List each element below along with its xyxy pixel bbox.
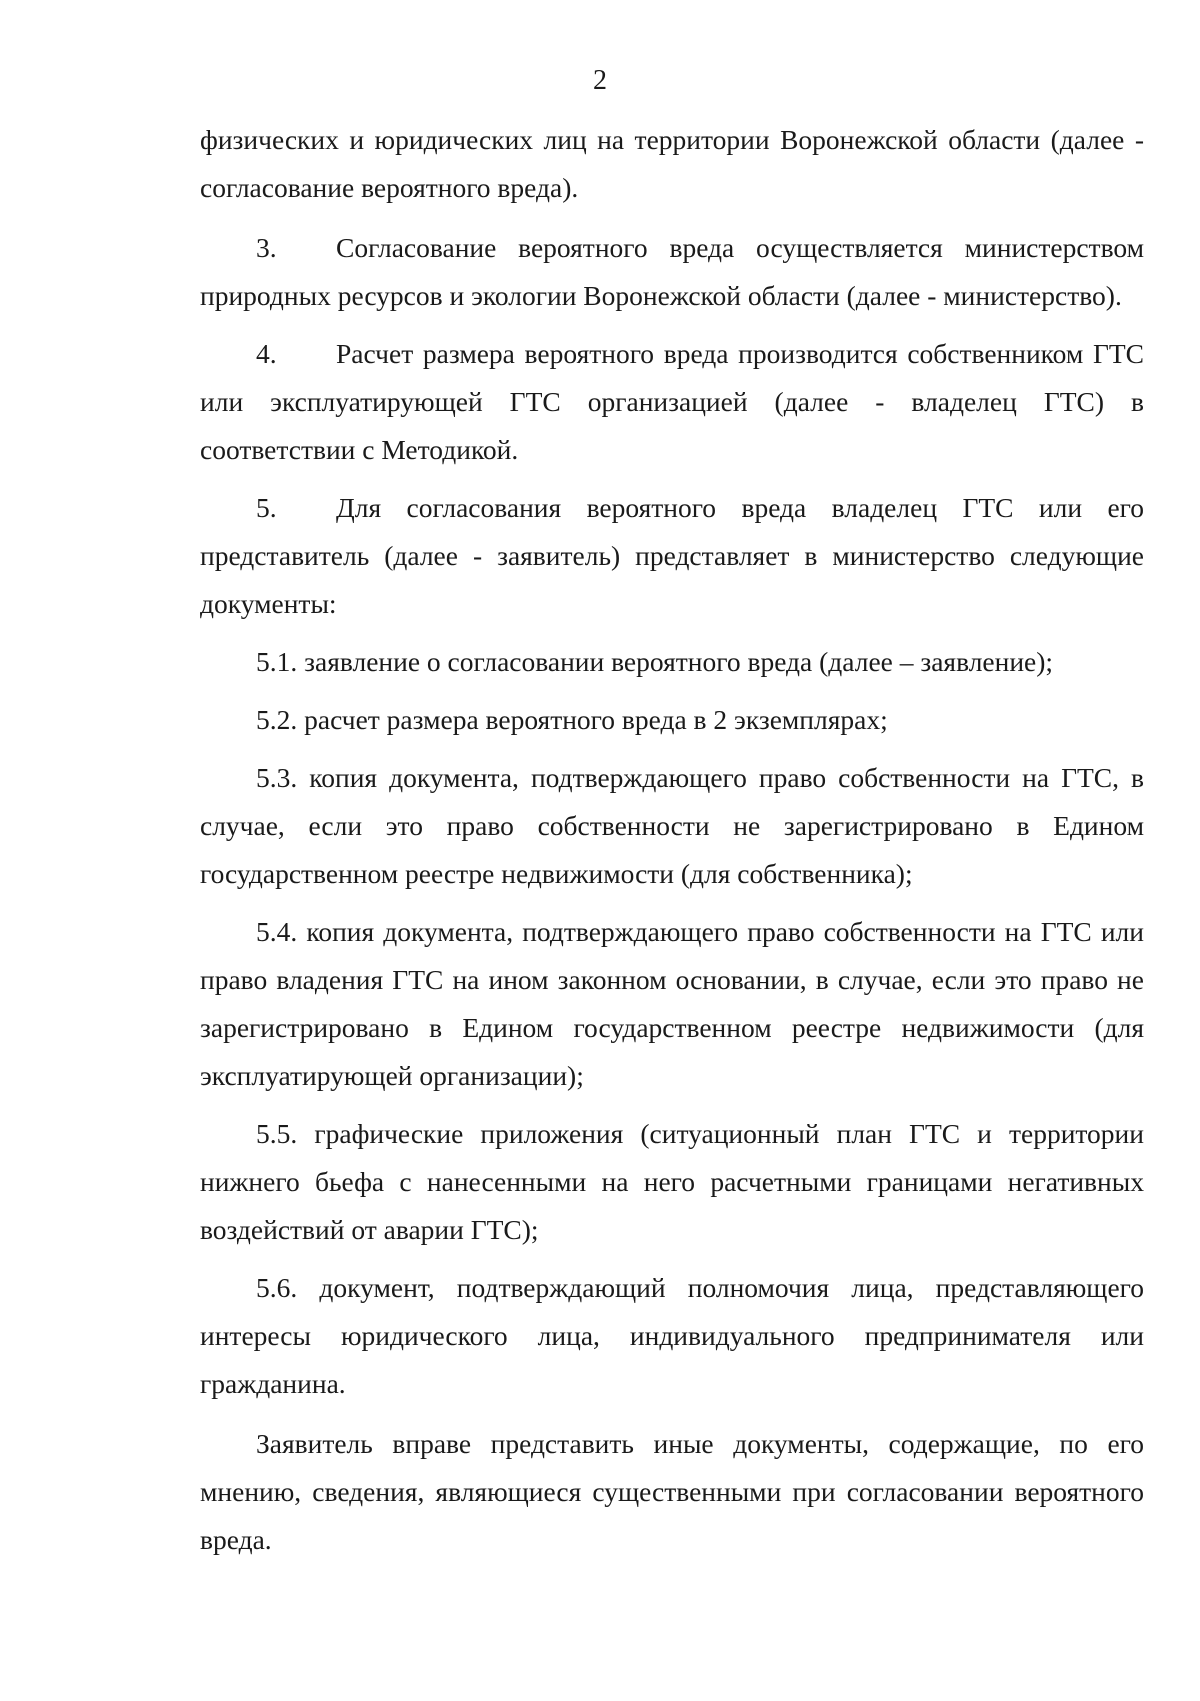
paragraph-text: Для согласования вероятного вреда владелец ГТС или его представитель (далее - заявитель) представляет в министерство следующие документы: [200, 492, 1144, 619]
paragraph-text: Расчет размера вероятного вреда производится собственником ГТС или эксплуатирующей ГТС организацией (далее - владелец ГТС) в соответствии с Методикой. [200, 338, 1144, 465]
intro-continuation: физических и юридических лиц на территории Воронежской области (далее - согласование вероятного вреда). [200, 124, 1144, 203]
paragraph-3 [200, 224, 1144, 320]
list-item-5-2: 5.2. расчет размера вероятного вреда в 2 экземплярах; [256, 704, 888, 735]
paragraph-number: 4. [256, 338, 277, 369]
list-item-5-6: 5.6. документ, подтверждающий полномочия лица, представляющего интересы юридического лица, индивидуального предпринимателя или гражданина. [200, 1272, 1144, 1399]
document-body [200, 116, 1144, 1564]
paragraph-4 [200, 330, 1144, 474]
closing-paragraph: Заявитель вправе представить иные документы, содержащие, по его мнению, сведения, являющиеся существенными при согласовании вероятного вреда. [200, 1428, 1144, 1555]
list-item-5-5: 5.5. графические приложения (ситуационный план ГТС и территории нижнего бьефа с нанесенными на него расчетными границами негативных воздействий от аварии ГТС); [200, 1118, 1144, 1245]
list-item-5-3: 5.3. копия документа, подтверждающего право собственности на ГТС, в случае, если это право собственности не зарегистрировано в Едином государственном реестре недвижимости (для собственника); [200, 762, 1144, 889]
paragraph-number: 3. [256, 232, 277, 263]
list-item-5-4: 5.4. копия документа, подтверждающего право собственности на ГТС или право владения ГТС на ином законном основании, в случае, если это право не зарегистрировано в Едином государственном реестре недвижимости (для эксплуатирующей организации); [200, 916, 1144, 1091]
list-item-5-1: 5.1. заявление о согласовании вероятного вреда (далее – заявление); [256, 646, 1054, 677]
paragraph-5 [200, 484, 1144, 628]
page-number: 2 [593, 65, 607, 96]
paragraph-number: 5. [256, 492, 277, 523]
paragraph-text: Согласование вероятного вреда осуществляется министерством природных ресурсов и экологии Воронежской области (далее - министерство). [200, 232, 1144, 311]
